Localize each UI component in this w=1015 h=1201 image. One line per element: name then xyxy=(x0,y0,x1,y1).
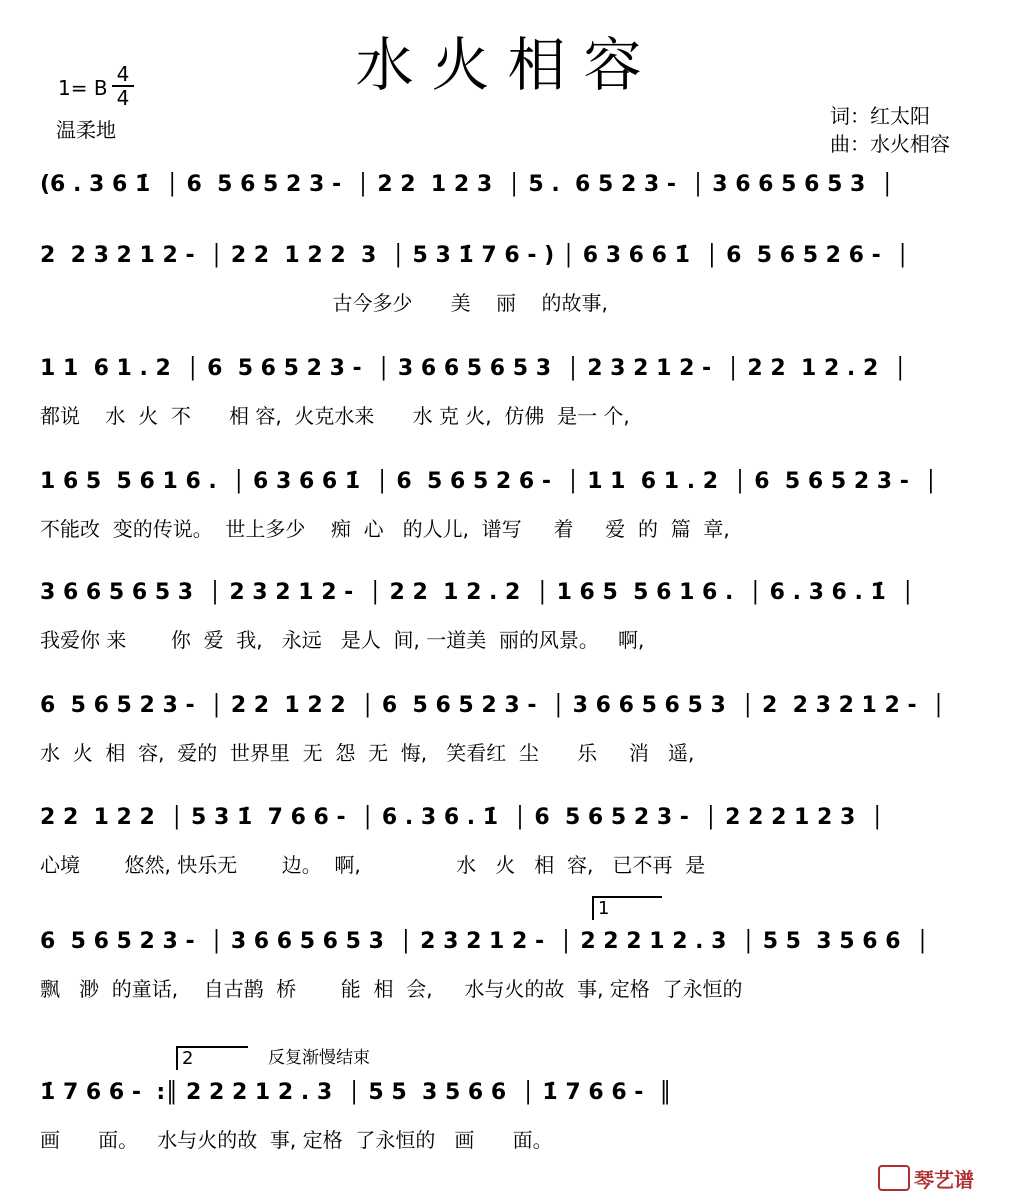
ending-instruction: 反复渐慢结束 xyxy=(268,1048,370,1068)
lyrics: 古今多少 美 丽 的故事, xyxy=(40,291,608,315)
logo-icon xyxy=(878,1165,910,1191)
notation: (6 . 3 6 1̇ │ 6 5 6 5 2 3 - │ 2 2 1 2 3 │ 5 . 6 5 2 3 - │ 3 6 6 5 6 5 3 │ xyxy=(40,172,894,197)
volta-1-bracket xyxy=(592,896,662,920)
notation: 2 2 1 2 2 │ 5 3 1̇ 7 6 6 - │ 6 . 3 6 . 1̇ │ 6 5 6 5 2 3 - │ 2 2 2 1 2 3 │ xyxy=(40,805,884,830)
lyrics: 画 面。 水与火的故 事, 定格 了永恒的 画 面。 xyxy=(40,1128,553,1152)
lyrics: 飘 渺 的童话, 自古鹊 桥 能 相 会, 水与火的故 事, 定格 了永恒的 xyxy=(40,977,743,1001)
notation: 6 5 6 5 2 3 - │ 2 2 1 2 2 │ 6 5 6 5 2 3 - │ 3 6 6 5 6 5 3 │ 2 2 3 2 1 2 - │ xyxy=(40,693,946,718)
lyricist-credit: 词：红太阳 xyxy=(830,104,930,128)
notation: 1̇ 7 6 6 - :║ 2 2 2 1 2 . 3 │ 5 5 3 5 6 6 │ 1̇ 7 6 6 - ║ xyxy=(40,1080,672,1105)
credits xyxy=(830,102,950,158)
notation: 3 6 6 5 6 5 3 │ 2 3 2 1 2 - │ 2 2 1 2 . 2 │ 1 6 5 5 6 1 6 . │ 6 . 3 6 . 1̇ │ xyxy=(40,580,915,605)
lyrics: 都说 水 火 不 相 容, 火克水来 水 克 火, 仿佛 是一 个, xyxy=(40,404,630,428)
volta-2-bracket xyxy=(176,1046,248,1070)
tempo-marking: 温柔地 xyxy=(56,118,116,142)
notation: 1 1 6 1 . 2 │ 6 5 6 5 2 3 - │ 3 6 6 5 6 5 3 │ 2 3 2 1 2 - │ 2 2 1 2 . 2 │ xyxy=(40,356,907,381)
time-signature xyxy=(112,64,134,108)
lyrics: 我爱你 来 你 爱 我, 永远 是人 间, 一道美 丽的风景。 啊, xyxy=(40,628,645,652)
notation: 1 6 5 5 6 1 6 . │ 6 3 6 6 1̇ │ 6 5 6 5 2 6 - │ 1 1 6 1 . 2 │ 6 5 6 5 2 3 - │ xyxy=(40,469,938,494)
time-numerator: 4 xyxy=(116,62,130,86)
time-denominator: 4 xyxy=(116,86,130,110)
key-signature: 1= B xyxy=(58,76,108,100)
page-title: 水火相容 xyxy=(355,31,660,99)
lyrics xyxy=(40,216,990,244)
lyrics: 心境 悠然, 快乐无 边。 啊, 水 火 相 容, 已不再 是 xyxy=(40,853,706,877)
logo-text: 琴艺谱 xyxy=(914,1168,974,1192)
site-logo xyxy=(878,1164,974,1193)
notation: 6 5 6 5 2 3 - │ 3 6 6 5 6 5 3 │ 2 3 2 1 2 - │ 2 2 2 1 2 . 3 │ 5 5 3 5 6 6 │ xyxy=(40,929,930,954)
lyrics: 不能改 变的传说。 世上多少 痴 心 的人儿, 谱写 着 爱 的 篇 章, xyxy=(40,517,730,541)
lyrics: 水 火 相 容, 爱的 世界里 无 怨 无 悔, 笑看红 尘 乐 消 遥, xyxy=(40,741,695,765)
volta-2-number: 2 xyxy=(182,1048,194,1069)
composer-credit: 曲：水火相容 xyxy=(830,132,950,156)
volta-1-number: 1 xyxy=(598,898,610,919)
notation: 2 2 3 2 1 2 - │ 2 2 1 2 2 3 │ 5 3 1̇ 7 6 - ) │ 6 3 6 6 1̇ │ 6 5 6 5 2 6 - │ xyxy=(40,243,910,268)
